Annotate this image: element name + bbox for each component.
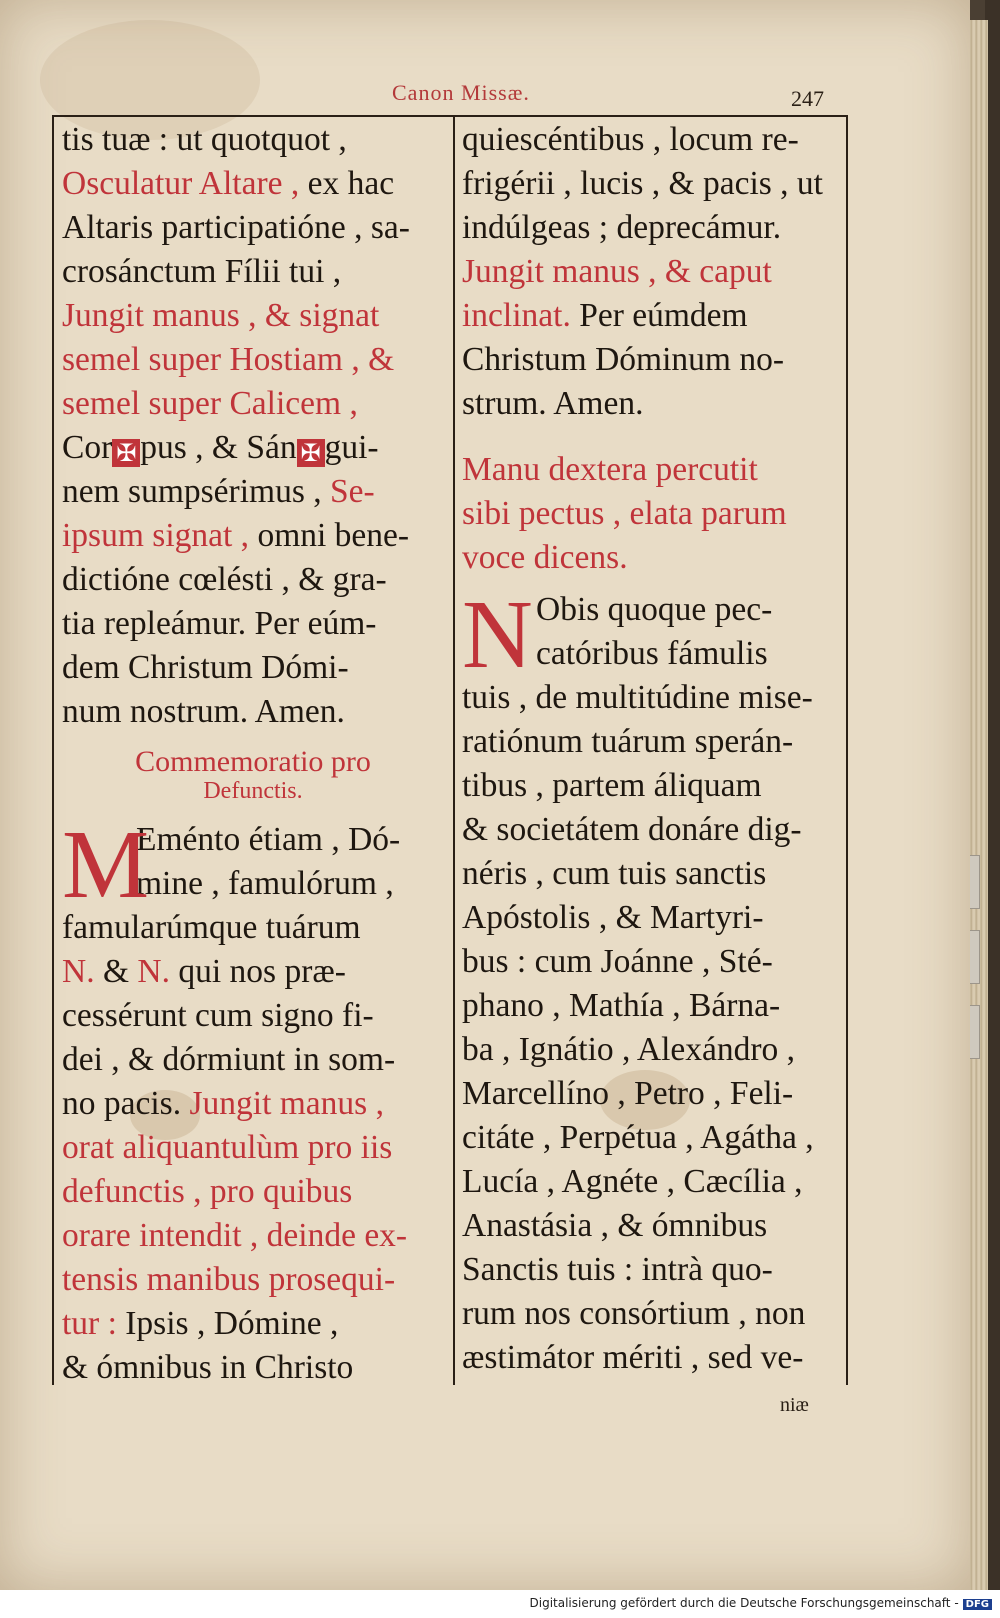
column-rule-left bbox=[52, 115, 54, 1385]
text-line bbox=[62, 1258, 444, 1302]
text-segment: ratiónum tuárum sperán- bbox=[462, 723, 794, 760]
text-segment: no pacis. bbox=[62, 1085, 190, 1122]
text-segment: ex hac bbox=[299, 165, 395, 202]
cross-icon: ✠ bbox=[112, 439, 140, 467]
text-line bbox=[62, 602, 444, 646]
text-segment: indúlgeas ; deprecámur. bbox=[462, 209, 782, 246]
text-line bbox=[462, 118, 840, 162]
text-segment: æstimátor mériti , sed ve- bbox=[462, 1339, 804, 1376]
text-line bbox=[62, 382, 444, 426]
rubric-text: Jungit manus , bbox=[189, 1085, 384, 1122]
right-text-block-2 bbox=[462, 676, 840, 1380]
text-segment: mine , famulórum , bbox=[136, 865, 394, 902]
text-line bbox=[62, 1170, 444, 1214]
text-line bbox=[462, 1028, 840, 1072]
text-segment: gui- bbox=[324, 429, 379, 466]
text-line bbox=[62, 1302, 444, 1346]
text-line bbox=[462, 250, 840, 294]
text-line bbox=[62, 1214, 444, 1258]
text-segment: tuis , de multitúdine mise- bbox=[462, 679, 813, 716]
dfg-logo: DFG bbox=[963, 1599, 992, 1610]
text-line bbox=[62, 558, 444, 602]
text-line bbox=[462, 1160, 840, 1204]
text-line bbox=[462, 1248, 840, 1292]
text-line bbox=[62, 514, 444, 558]
text-segment: tia repleámur. Per eúm- bbox=[62, 605, 377, 642]
text-line bbox=[62, 1038, 444, 1082]
rubric-text: defunctis , pro quibus bbox=[62, 1173, 353, 1210]
text-segment: tibus , partem áliquam bbox=[462, 767, 762, 804]
text-line bbox=[462, 896, 840, 940]
text-segment: tis tuæ : ut quotquot , bbox=[62, 121, 347, 158]
text-line bbox=[62, 338, 444, 382]
rubric-text: Jungit manus , & caput bbox=[462, 253, 772, 290]
rubric-text: Osculatur Altare , bbox=[62, 165, 300, 202]
text-segment: Sanctis tuis : intrà quo- bbox=[462, 1251, 773, 1288]
text-segment: dei , & dórmiunt in som- bbox=[62, 1041, 396, 1078]
text-line bbox=[462, 1204, 840, 1248]
text-line bbox=[462, 338, 840, 382]
text-segment: Eménto étiam , Dó- bbox=[136, 821, 401, 858]
text-segment: Obis quoque pec- bbox=[536, 591, 773, 628]
text-segment: Christum Dóminum no- bbox=[462, 341, 784, 378]
text-line bbox=[62, 294, 444, 338]
text-line bbox=[62, 250, 444, 294]
text-line bbox=[462, 808, 840, 852]
text-segment: rum nos consórtium , non bbox=[462, 1295, 806, 1332]
text-segment: quiescéntibus , locum re- bbox=[462, 121, 799, 158]
text-segment: & bbox=[94, 953, 138, 990]
right-column bbox=[462, 118, 840, 1380]
text-line bbox=[62, 690, 444, 734]
text-segment: nem sumpsérimus , bbox=[62, 473, 330, 510]
left-column bbox=[62, 118, 444, 1390]
text-line bbox=[462, 764, 840, 808]
text-line bbox=[62, 162, 444, 206]
rubric-text: Se- bbox=[329, 473, 375, 510]
text-segment: omni bene- bbox=[249, 517, 410, 554]
text-segment: bus : cum Joánne , Sté- bbox=[462, 943, 773, 980]
left-text-block-2 bbox=[62, 470, 444, 734]
text-line bbox=[62, 206, 444, 250]
text-line bbox=[462, 852, 840, 896]
text-line bbox=[462, 940, 840, 984]
rubric-text: voce dicens. bbox=[462, 539, 628, 576]
text-segment: Lucía , Agnéte , Cæcília , bbox=[462, 1163, 803, 1200]
section-subheading: Defunctis. bbox=[203, 778, 303, 804]
text-segment: Cor bbox=[62, 429, 113, 466]
rubric-text: semel super Calicem , bbox=[62, 385, 358, 422]
page-header bbox=[0, 80, 970, 110]
text-segment: dem Christum Dómi- bbox=[62, 649, 349, 686]
rubric-text: orat aliquantulùm pro iis bbox=[62, 1129, 393, 1166]
text-segment: strum. Amen. bbox=[462, 385, 644, 422]
drop-cap-initial: N bbox=[462, 581, 533, 689]
text-line bbox=[462, 1336, 840, 1380]
text-line bbox=[462, 1292, 840, 1336]
column-rule-middle bbox=[453, 115, 455, 1385]
text-line bbox=[62, 950, 444, 994]
text-segment: ba , Ignátio , Alexándro , bbox=[462, 1031, 796, 1068]
text-line bbox=[62, 1126, 444, 1170]
section-heading: Commemoratio pro bbox=[135, 745, 371, 778]
text-segment: phano , Mathía , Bárna- bbox=[462, 987, 781, 1024]
text-segment: Marcellíno , Petro , Feli- bbox=[462, 1075, 794, 1112]
text-segment: num nostrum. Amen. bbox=[62, 693, 345, 730]
text-line bbox=[462, 162, 840, 206]
left-text-block-3 bbox=[62, 906, 444, 1390]
drop-cap-initial: M bbox=[62, 811, 150, 919]
text-segment: cessérunt cum signo fi- bbox=[62, 997, 374, 1034]
text-segment: néris , cum tuis sanctis bbox=[462, 855, 767, 892]
text-line bbox=[62, 1082, 444, 1126]
text-line bbox=[462, 1072, 840, 1116]
text-line bbox=[62, 470, 444, 514]
text-line-crosses bbox=[62, 426, 444, 470]
text-line bbox=[62, 118, 444, 162]
credit-text: Digitalisierung gefördert durch die Deutsche Forschungsgemeinschaft - bbox=[529, 1596, 959, 1610]
text-line bbox=[462, 536, 840, 580]
rubric-text: semel super Hostiam , & bbox=[62, 341, 395, 378]
column-rule-right bbox=[846, 115, 848, 1385]
text-segment: Anastásia , & ómnibus bbox=[462, 1207, 768, 1244]
text-segment: famularúmque tuárum bbox=[62, 909, 361, 946]
rubric-text: tensis manibus prosequi- bbox=[62, 1261, 396, 1298]
page-number: 247 bbox=[791, 86, 824, 111]
text-line bbox=[62, 994, 444, 1038]
catchword: niæ bbox=[780, 1394, 809, 1416]
rubric-text: Manu dextera percutit bbox=[462, 451, 758, 488]
text-segment: & ómnibus in Christo bbox=[62, 1349, 354, 1386]
text-line bbox=[462, 294, 840, 338]
text-segment: crosánctum Fílii tui , bbox=[62, 253, 342, 290]
text-segment: qui nos præ- bbox=[169, 953, 346, 990]
text-segment: Ipsis , Dómine , bbox=[116, 1305, 339, 1342]
text-segment: dictióne cœlésti , & gra- bbox=[62, 561, 387, 598]
rubric-text: sibi pectus , elata parum bbox=[462, 495, 787, 532]
text-line bbox=[462, 206, 840, 250]
text-line bbox=[462, 984, 840, 1028]
left-text-block-1 bbox=[62, 118, 444, 426]
text-line bbox=[462, 448, 840, 492]
footer-credit bbox=[530, 1596, 993, 1610]
text-line bbox=[462, 492, 840, 536]
rubric-text: Jungit manus , & signat bbox=[62, 297, 380, 334]
running-title: Canon Missæ. bbox=[392, 80, 530, 105]
rubric-text: ipsum signat , bbox=[62, 517, 250, 554]
right-text-block-1 bbox=[462, 118, 840, 426]
rubric-text: tur : bbox=[62, 1305, 117, 1342]
text-segment: catóribus fámulis bbox=[536, 635, 768, 672]
text-line bbox=[62, 646, 444, 690]
text-segment: frigérii , lucis , & pacis , ut bbox=[462, 165, 823, 202]
rubric-text: orare intendit , deinde ex- bbox=[62, 1217, 408, 1254]
rubric-block bbox=[462, 448, 840, 580]
digitization-footer bbox=[0, 1590, 1000, 1618]
text-segment: pus , & Sán bbox=[140, 429, 297, 466]
text-segment: Apóstolis , & Martyri- bbox=[462, 899, 764, 936]
rubric-text: N. bbox=[137, 953, 170, 990]
text-line bbox=[462, 720, 840, 764]
text-line bbox=[462, 1116, 840, 1160]
text-line bbox=[62, 1346, 444, 1390]
rubric-text: inclinat. bbox=[462, 297, 571, 334]
text-segment: Per eúmdem bbox=[570, 297, 748, 334]
text-segment: Altaris participatióne , sa- bbox=[62, 209, 410, 246]
text-segment: & societátem donáre dig- bbox=[462, 811, 802, 848]
initial-paragraph bbox=[462, 581, 840, 689]
text-line bbox=[462, 382, 840, 426]
cross-icon: ✠ bbox=[297, 439, 325, 467]
initial-paragraph bbox=[62, 811, 444, 919]
text-segment: citáte , Perpétua , Agátha , bbox=[462, 1119, 814, 1156]
rubric-text: N. bbox=[62, 953, 95, 990]
